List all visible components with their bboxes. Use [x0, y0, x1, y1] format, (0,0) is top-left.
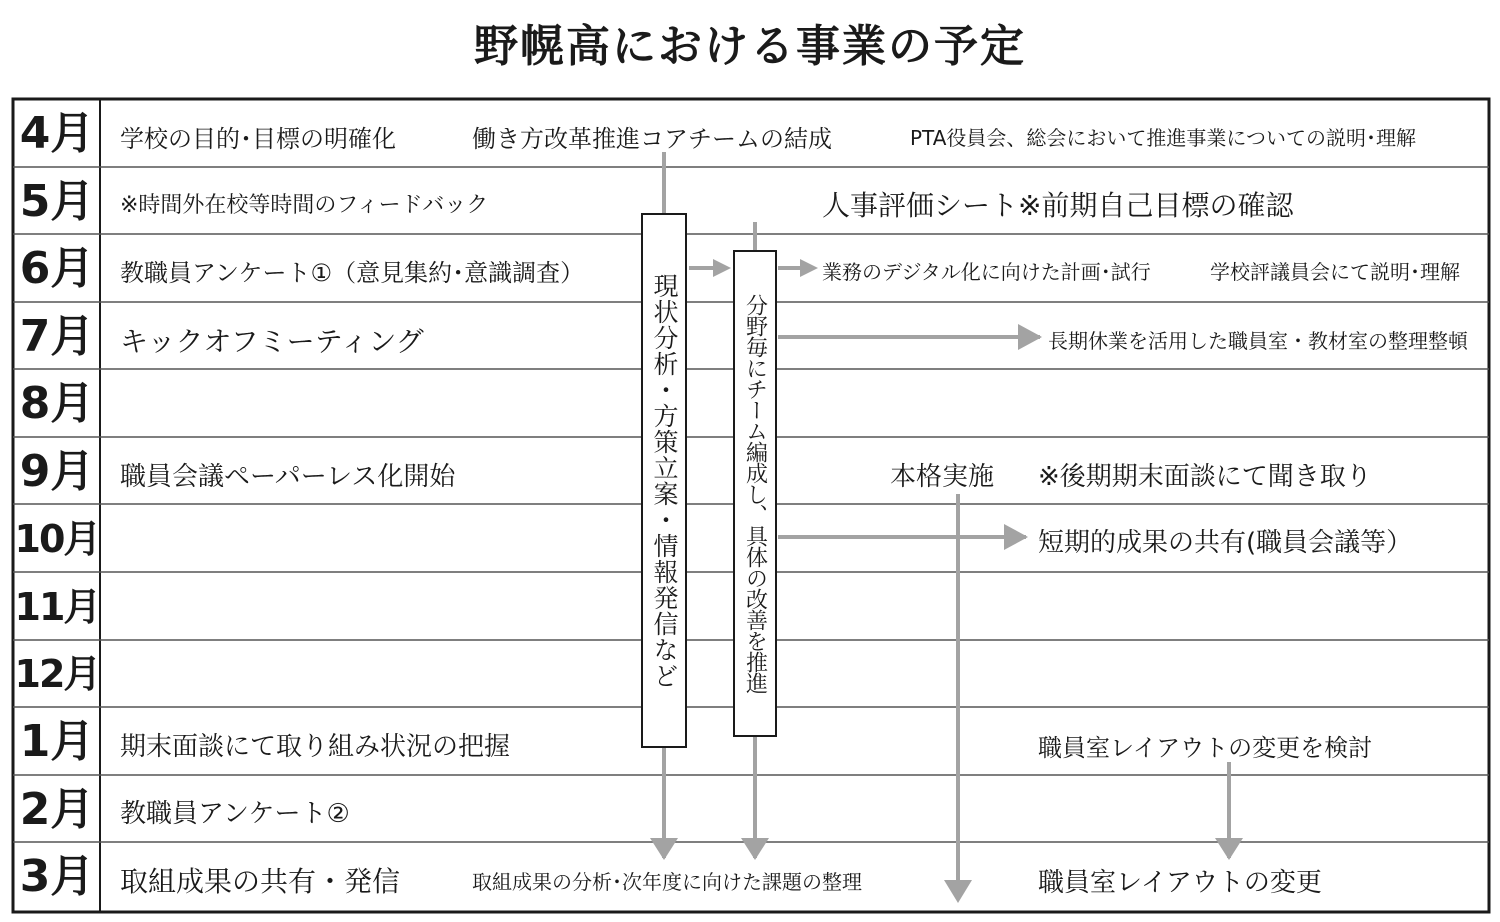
month-label-dec: 12月 — [14, 652, 100, 696]
month-label-apr: 4月 — [19, 108, 95, 159]
month-label-jan: 1月 — [19, 716, 95, 767]
oct-item-share: 短期的成果の共有(職員会議等） — [1038, 528, 1413, 558]
sep-item-paperless: 職員会議ペーパーレス化開始 — [120, 462, 456, 492]
month-label-feb: 2月 — [19, 784, 95, 835]
mar-item-share: 取組成果の共有・発信 — [120, 865, 401, 898]
vertical-box-analysis: 現状分析・方策立案・情報発信など — [641, 213, 687, 748]
jan-item-interview: 期末面談にて取り組み状況の把握 — [120, 732, 511, 762]
jan-item-layout-review: 職員室レイアウトの変更を検討 — [1038, 734, 1373, 762]
feb-item-survey2: 教職員アンケート② — [120, 799, 350, 829]
mar-item-analysis: 取組成果の分析･次年度に向けた課題の整理 — [472, 870, 862, 894]
month-label-nov: 11月 — [14, 585, 100, 629]
apr-item-goals: 学校の目的･目標の明確化 — [120, 125, 396, 153]
month-label-sep: 9月 — [19, 446, 95, 497]
month-label-may: 5月 — [19, 176, 95, 227]
month-label-mar: 3月 — [19, 851, 95, 902]
apr-item-core-team: 働き方改革推進コアチームの結成 — [472, 125, 832, 153]
month-label-jun: 6月 — [19, 243, 95, 294]
sep-item-full-implementation: 本格実施 — [890, 462, 995, 492]
month-label-jul: 7月 — [19, 311, 95, 362]
sep-item-interview: ※後期期末面談にて聞き取り — [1038, 462, 1372, 492]
month-label-oct: 10月 — [14, 517, 100, 561]
month-label-aug: 8月 — [19, 378, 95, 429]
mar-item-layout-change: 職員室レイアウトの変更 — [1038, 868, 1322, 898]
jul-item-tidy: 長期休業を活用した職員室・教材室の整理整頓 — [1048, 329, 1468, 353]
may-item-evaluation: 人事評価シート※前期自己目標の確認 — [822, 189, 1294, 222]
apr-item-pta: PTA役員会、総会において推進事業についての説明･理解 — [910, 126, 1417, 150]
vertical-box-teams: 分野毎にチーム編成し、具体の改善を推進 — [733, 250, 777, 737]
page-title: 野幌高における事業の予定 — [474, 21, 1026, 72]
jun-item-council: 学校評議員会にて説明･理解 — [1210, 260, 1460, 284]
may-item-feedback: ※時間外在校等時間のフィードバック — [120, 193, 489, 218]
jun-item-digital: 業務のデジタル化に向けた計画･試行 — [822, 260, 1151, 284]
jul-item-kickoff: キックオフミーティング — [120, 325, 424, 358]
jun-item-survey1: 教職員アンケート①（意見集約･意識調査） — [120, 259, 585, 287]
